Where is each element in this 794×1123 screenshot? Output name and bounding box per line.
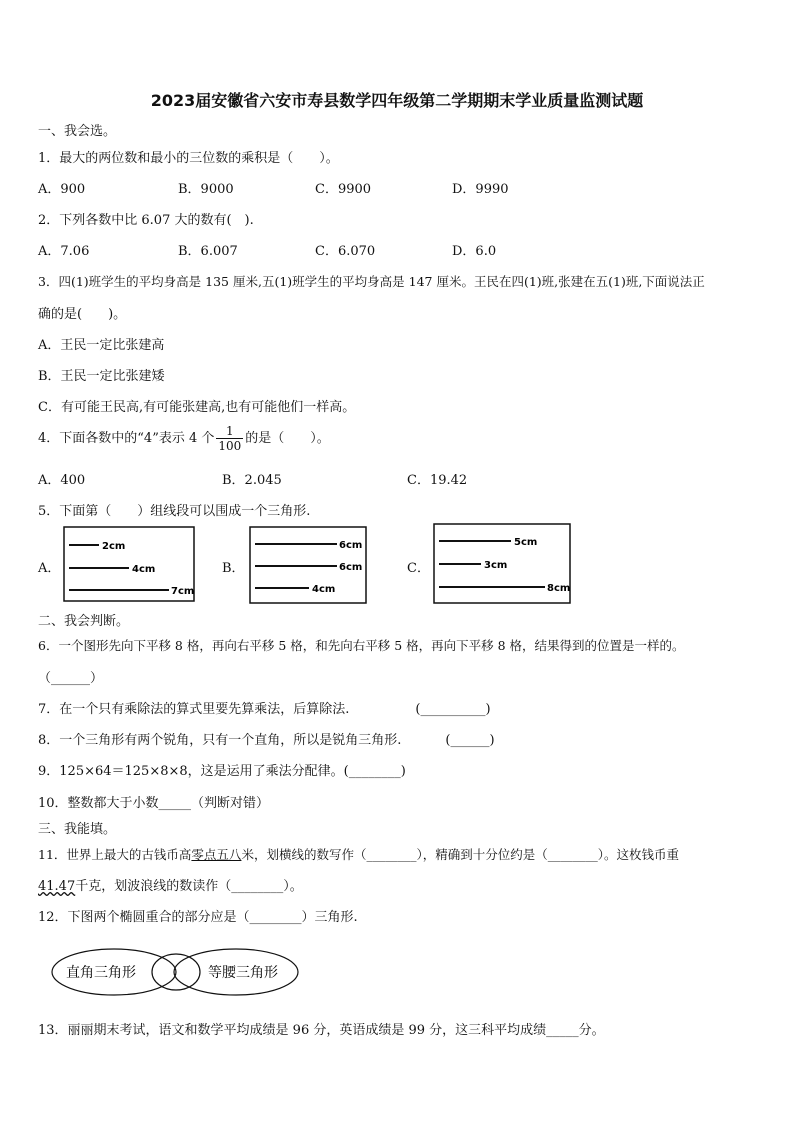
q4-option-b: B．2.045 bbox=[222, 473, 282, 488]
q2-option-b: B．6.007 bbox=[178, 244, 238, 259]
q1-option-d: D．9990 bbox=[452, 182, 509, 197]
q2-option-d: D．6.0 bbox=[452, 244, 497, 259]
q5-option-b-label: B． bbox=[222, 561, 245, 576]
q11-part-3: 千克，划波浪线的数读作（________）。 bbox=[75, 879, 303, 894]
question-13: 13．丽丽期末考试，语文和数学平均成绩是 96 分，英语成绩是 99 分，这三科平均成绩_____分。 bbox=[38, 1023, 605, 1038]
q1-option-c: C．9900 bbox=[315, 182, 372, 197]
section-heading-judge: 二、我会判断。 bbox=[38, 614, 130, 629]
section-heading-fill: 三、我能填。 bbox=[38, 822, 117, 837]
q3-option-a: A．王民一定比张建高 bbox=[38, 338, 165, 353]
q5-group-a-label-3: 7cm bbox=[171, 586, 195, 597]
q5-group-b-label-2: 6cm bbox=[339, 562, 363, 573]
q4-option-a: A．400 bbox=[38, 473, 86, 488]
q3-option-c: C．有可能王民高,有可能张建高,也有可能他们一样高。 bbox=[38, 400, 356, 415]
question-11-line-2 bbox=[38, 875, 303, 894]
q4-fraction-numerator: 1 bbox=[216, 424, 243, 439]
q5-option-a-label: A． bbox=[38, 561, 61, 576]
page-title: 2023届安徽省六安市寿县数学四年级第二学期期末学业质量监测试题 bbox=[150, 91, 644, 110]
question-10: 10．整数都大于小数_____（判断对错） bbox=[38, 796, 270, 811]
q2-option-c: C．6.070 bbox=[315, 244, 376, 259]
q8-answer-blank: (______) bbox=[445, 733, 495, 748]
question-7 bbox=[38, 698, 491, 717]
question-5: 5．下面第（ ）组线段可以围成一个三角形. bbox=[38, 504, 311, 519]
q5-group-a-label-2: 4cm bbox=[132, 564, 156, 575]
section-heading-choice: 一、我会选。 bbox=[38, 124, 117, 139]
question-11-line-1 bbox=[38, 845, 679, 863]
q5-group-c-figure bbox=[433, 523, 571, 604]
q5-group-c-label-2: 3cm bbox=[484, 560, 508, 571]
q5-group-b-label-3: 4cm bbox=[312, 584, 336, 595]
q8-text: 8．一个三角形有两个锐角，只有一个直角，所以是锐角三角形. bbox=[38, 733, 402, 748]
q1-option-b: B．9000 bbox=[178, 182, 234, 197]
question-12: 12．下图两个椭圆重合的部分应是（________）三角形. bbox=[38, 910, 358, 925]
question-4 bbox=[38, 424, 330, 453]
q3-option-b: B．王民一定比张建矮 bbox=[38, 369, 165, 384]
question-8 bbox=[38, 729, 495, 748]
q5-option-c-label: C． bbox=[407, 561, 430, 576]
question-2: 2．下列各数中比 6.07 大的数有( ). bbox=[38, 213, 254, 228]
question-3-line-1: 3．四(1)班学生的平均身高是 135 厘米,五(1)班学生的平均身高是 147 厘米。王民在四(1)班,张建在五(1)班,下面说法正 bbox=[38, 274, 705, 289]
question-3-line-2: 确的是( )。 bbox=[38, 307, 127, 322]
q12-venn-diagram bbox=[50, 945, 302, 999]
q1-option-a: A．900 bbox=[38, 182, 86, 197]
question-6-line-1: 6．一个图形先向下平移 8 格，再向右平移 5 格，和先向右平移 5 格，再向下平移 8 格，结果得到的位置是一样的。 bbox=[38, 638, 685, 653]
q12-left-label: 直角三角形 bbox=[66, 965, 136, 981]
q11-underlined-number: 零点五八 bbox=[191, 847, 242, 862]
q5-group-c-label-1: 5cm bbox=[514, 537, 538, 548]
q4-option-c: C．19.42 bbox=[407, 473, 468, 488]
question-9: 9．125×64＝125×8×8，这是运用了乘法分配律。(________) bbox=[38, 764, 406, 779]
q11-part-2: 米，划横线的数写作（________），精确到十分位约是（________）。这枚钱币重 bbox=[241, 847, 679, 862]
q5-group-a-figure bbox=[63, 526, 195, 602]
q4-fraction-denominator: 100 bbox=[218, 439, 242, 453]
q4-fraction bbox=[216, 424, 243, 453]
q12-right-label: 等腰三角形 bbox=[208, 965, 278, 981]
q4-text-after: 的是（ ）。 bbox=[245, 431, 330, 446]
q2-option-a: A．7.06 bbox=[38, 244, 90, 259]
question-1: 1．最大的两位数和最小的三位数的乘积是（ ）。 bbox=[38, 151, 339, 166]
q4-text-before: 4．下面各数中的“4”表示 4 个 bbox=[38, 431, 215, 446]
q11-part-1: 11．世界上最大的古钱币高 bbox=[38, 847, 192, 862]
q5-group-c-label-3: 8cm bbox=[547, 583, 571, 594]
q5-group-a-label-1: 2cm bbox=[102, 541, 126, 552]
q11-wavy-number: 41.47 bbox=[38, 879, 76, 894]
q5-group-b-figure bbox=[249, 526, 367, 604]
q7-answer-blank: (__________) bbox=[415, 702, 491, 717]
question-6-line-2: （______） bbox=[38, 671, 104, 686]
q5-group-b-label-1: 6cm bbox=[339, 540, 363, 551]
q7-text: 7．在一个只有乘除法的算式里要先算乘法，后算除法. bbox=[38, 702, 350, 717]
